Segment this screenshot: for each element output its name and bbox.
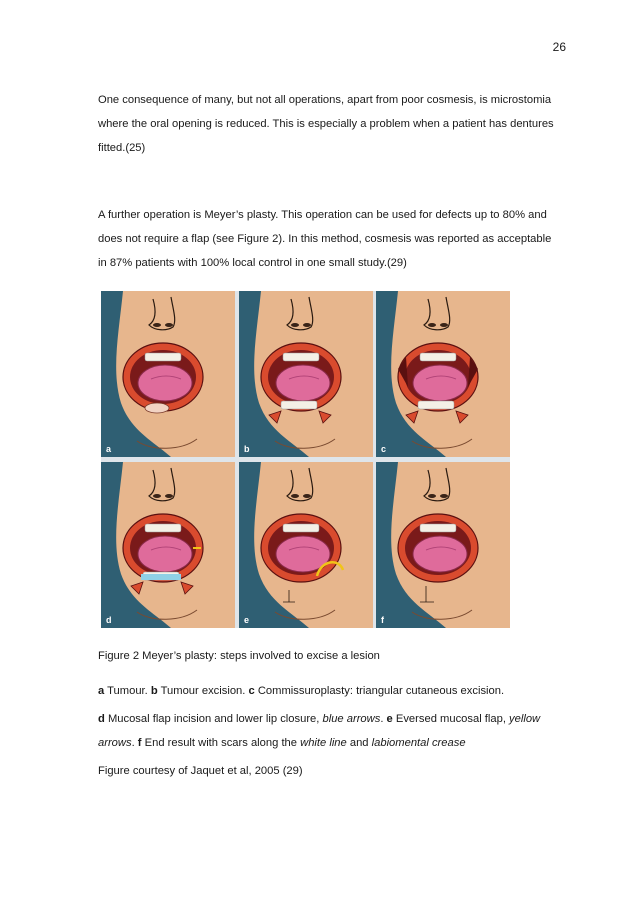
panel-label: c (381, 444, 387, 454)
panel-f (376, 462, 510, 628)
caption-italic-yellow-arrows: yellow arrows (98, 713, 541, 749)
caption-text-d: Mucosal flap incision and lower lip closure, (104, 713, 323, 725)
panel-label: e (244, 615, 250, 625)
paragraph-microstomia: One consequence of many, but not all operations, apart from poor cosmesis, is microstomia where the oral opening is reduced. This is especially a problem when a patient has dentures fitted.(25) (98, 94, 554, 154)
caption-text-f: End result with scars along the (141, 737, 301, 749)
figure-caption-steps-def (98, 707, 568, 755)
figure-meyers-plasty (101, 291, 510, 628)
panel-illustration (376, 462, 510, 628)
panel-b (239, 291, 373, 457)
panel-label: b (244, 444, 250, 454)
panel-illustration (101, 462, 235, 628)
panel-illustration (376, 291, 510, 457)
panel-e (239, 462, 373, 628)
caption-italic-white-line: white line (300, 737, 347, 749)
panel-a (101, 291, 235, 457)
panel-label: d (106, 615, 112, 625)
caption-text-d-end: . (380, 713, 387, 725)
caption-text-c: Commissuroplasty: triangular cutaneous excision. (254, 685, 505, 697)
panel-illustration (101, 291, 235, 457)
paragraph-meyers-plasty: A further operation is Meyer’s plasty. This operation can be used for defects up to 80% and does not require a flap (see Figure 2). In this method, cosmesis was reported as acceptable in 87% patients with 100% local control in one small study.(29) (98, 209, 552, 269)
panel-illustration (239, 291, 373, 457)
caption-label-d: d (98, 713, 105, 725)
caption-text-e: Eversed mucosal flap, (392, 713, 510, 725)
panel-c (376, 291, 510, 457)
caption-italic-blue-arrows: blue arrows (322, 713, 381, 725)
page-number: 26 (552, 40, 566, 54)
caption-italic-labiomental-crease: labiomental crease (371, 737, 466, 749)
panel-label: f (381, 615, 384, 625)
caption-text-a: Tumour. (104, 685, 151, 697)
caption-text-f-mid: and (346, 737, 372, 749)
figure-caption-steps-abc (98, 685, 568, 697)
caption-label-e: e (386, 713, 393, 725)
caption-label-b: b (150, 685, 158, 697)
caption-text-e-end: . (131, 737, 138, 749)
figure-caption-title: Figure 2 Meyer’s plasty: steps involved to excise a lesion (98, 650, 380, 662)
panel-label: a (106, 444, 112, 454)
caption-label-c: c (248, 685, 255, 697)
caption-label-f: f (137, 737, 142, 749)
caption-label-a: a (98, 685, 105, 697)
panel-illustration (239, 462, 373, 628)
caption-text-b: Tumour excision. (157, 685, 249, 697)
figure-courtesy: Figure courtesy of Jaquet et al, 2005 (29) (98, 765, 303, 777)
panel-d (101, 462, 235, 628)
